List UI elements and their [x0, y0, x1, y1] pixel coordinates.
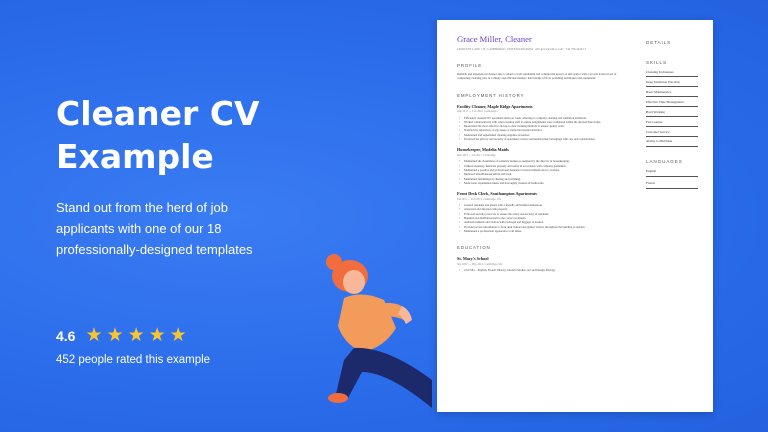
skills-list [646, 67, 698, 147]
list-item: • Maintained a professional appearance at all times. [464, 229, 629, 233]
title-line-2: Example [56, 137, 214, 176]
list-item: • Maintained a positive and professional demeanor toward residents and co-workers. [464, 168, 629, 172]
list-item: • Protected the privacy and security of apartment owners and handled their belongings with care and consideration. [464, 137, 629, 141]
list-item: • Removed miscellaneous debris and trash. [464, 172, 629, 176]
resume-contact: CROWLEY LANE 1 B | CAMBRIDGE, UNITED KINGDOM · edit.grace@edit-n.com · +44 796 4449 12 [457, 48, 587, 51]
star-icon[interactable]: ★ [85, 325, 103, 346]
job-bullets [457, 203, 629, 233]
list-item: • Followed security protocols to ensure the safety and security of residents. [464, 212, 629, 216]
details-heading: DETAILS [646, 40, 672, 45]
skill-item: Ability to Multitask [646, 137, 698, 147]
list-item: • Handled and distributed mail to the correct recipients. [464, 216, 629, 220]
star-icon[interactable]: ★ [127, 325, 145, 346]
star-icon[interactable]: ★ [106, 325, 124, 346]
skill-item: Effective Time Management [646, 97, 698, 107]
rating-score: 4.6 [56, 327, 76, 344]
list-item: • Notified my supervisor of any issues or items that needed attention. [464, 128, 629, 132]
list-item: • 4 GCSEs – English, French, History, Modern Studies, Art and Design, Biology [464, 268, 629, 272]
resume-preview[interactable] [437, 20, 713, 412]
languages-list [646, 166, 698, 189]
rating-stars[interactable] [85, 326, 186, 345]
job-bullets [457, 159, 629, 185]
list-item: • Provided access information to front desk visitors and guided visitors throughout the building as needed. [464, 225, 629, 229]
school-bullets [457, 268, 629, 272]
list-item: • Maintained furnishings by dusting and polishing. [464, 177, 629, 181]
list-item: • Assisted residents and visitors with packages and luggage as needed. [464, 220, 629, 224]
skill-item: Hard Working [646, 107, 698, 117]
job-title: Housekeeper, Modelia Maids [457, 147, 509, 153]
title-line-1: Cleaner CV [56, 94, 260, 133]
skill-item: Deep Sanitation Practices [646, 77, 698, 87]
job-date: Jan 2011 — Feb 2013, Cambridge, UK [457, 197, 501, 201]
skill-item: Basic Maintenance [646, 87, 698, 97]
list-item: • Utilized cleaning chemicals properly and safely in accordance with company guidelines. [464, 164, 629, 168]
list-item: • Researched the most effective and up-to-date cleaning methods to ensure quality work. [464, 124, 629, 128]
school-name: St. Mary's School [457, 256, 489, 262]
job-date: Mar 2013 — Jul 2017, Cambridge [457, 153, 496, 157]
skill-item: Cleaning Techniques [646, 67, 698, 77]
subtitle: Stand out from the herd of job applicants with one of our 18 professionally-designed templates [56, 200, 253, 257]
list-item: • Efficiently cleaned 50+ apartment units per week, adhering to company cleaning and sanitation standards. [464, 116, 629, 120]
language-item: French [646, 177, 698, 189]
profile-text: Reliable and experienced cleaner able to adapt to both residential and commercial spaces. A self-starter with a proven track record of completing cleaning jobs in a timely and efficient manner. Knowledge of floor polishing techniques and equipment. [457, 72, 617, 81]
list-item: • Greeted residents and guests with a friendly and helpful demeanour. [464, 203, 629, 207]
education-heading: EDUCATION [457, 245, 491, 251]
skill-item: Fast Learner [646, 117, 698, 127]
skills-heading: SKILLS [646, 60, 667, 65]
language-item: English [646, 166, 698, 178]
job-title: Front Desk Clerk, Southampton Apartments [457, 191, 537, 197]
person-illustration [292, 248, 432, 432]
skill-item: Customer Service [646, 127, 698, 137]
languages-heading: LANGUAGES [646, 158, 683, 164]
job-title: Facility Cleaner, Maple Ridge Apartments [457, 103, 533, 109]
resume-name: Grace Miller, Cleaner [457, 34, 532, 44]
employment-heading: EMPLOYMENT HISTORY [457, 92, 525, 98]
hero-text [56, 92, 386, 260]
list-item: • Answered and directed calls properly. [464, 207, 629, 211]
page-title [56, 92, 386, 178]
resume-main-column [457, 34, 629, 273]
list-item: • Worked collaboratively with other cleaning staff to ensure assignments were completed within the allotted time frame. [464, 120, 629, 124]
profile-heading: PROFILE [457, 63, 483, 68]
resume-side-column [646, 40, 698, 189]
list-item: • Maintained the cleanliness of residents' homes as assigned by the director of housekeeping. [464, 159, 629, 163]
star-icon[interactable]: ★ [148, 325, 166, 346]
rating-row [56, 326, 187, 345]
list-item: • Made beds, replenished linens and thoroughly cleaned all bathrooms. [464, 181, 629, 185]
list-item: • Maintained and replenished cleaning supplies as needed. [464, 133, 629, 137]
star-icon[interactable]: ★ [169, 325, 187, 346]
job-date: Aug 2017 — Feb 2022, Cambridge [457, 110, 497, 114]
school-date: Sep 2007 — May 2012, Cambridge, UK [457, 262, 503, 266]
rating-count: 452 people rated this example [56, 354, 211, 366]
job-bullets [457, 116, 629, 142]
